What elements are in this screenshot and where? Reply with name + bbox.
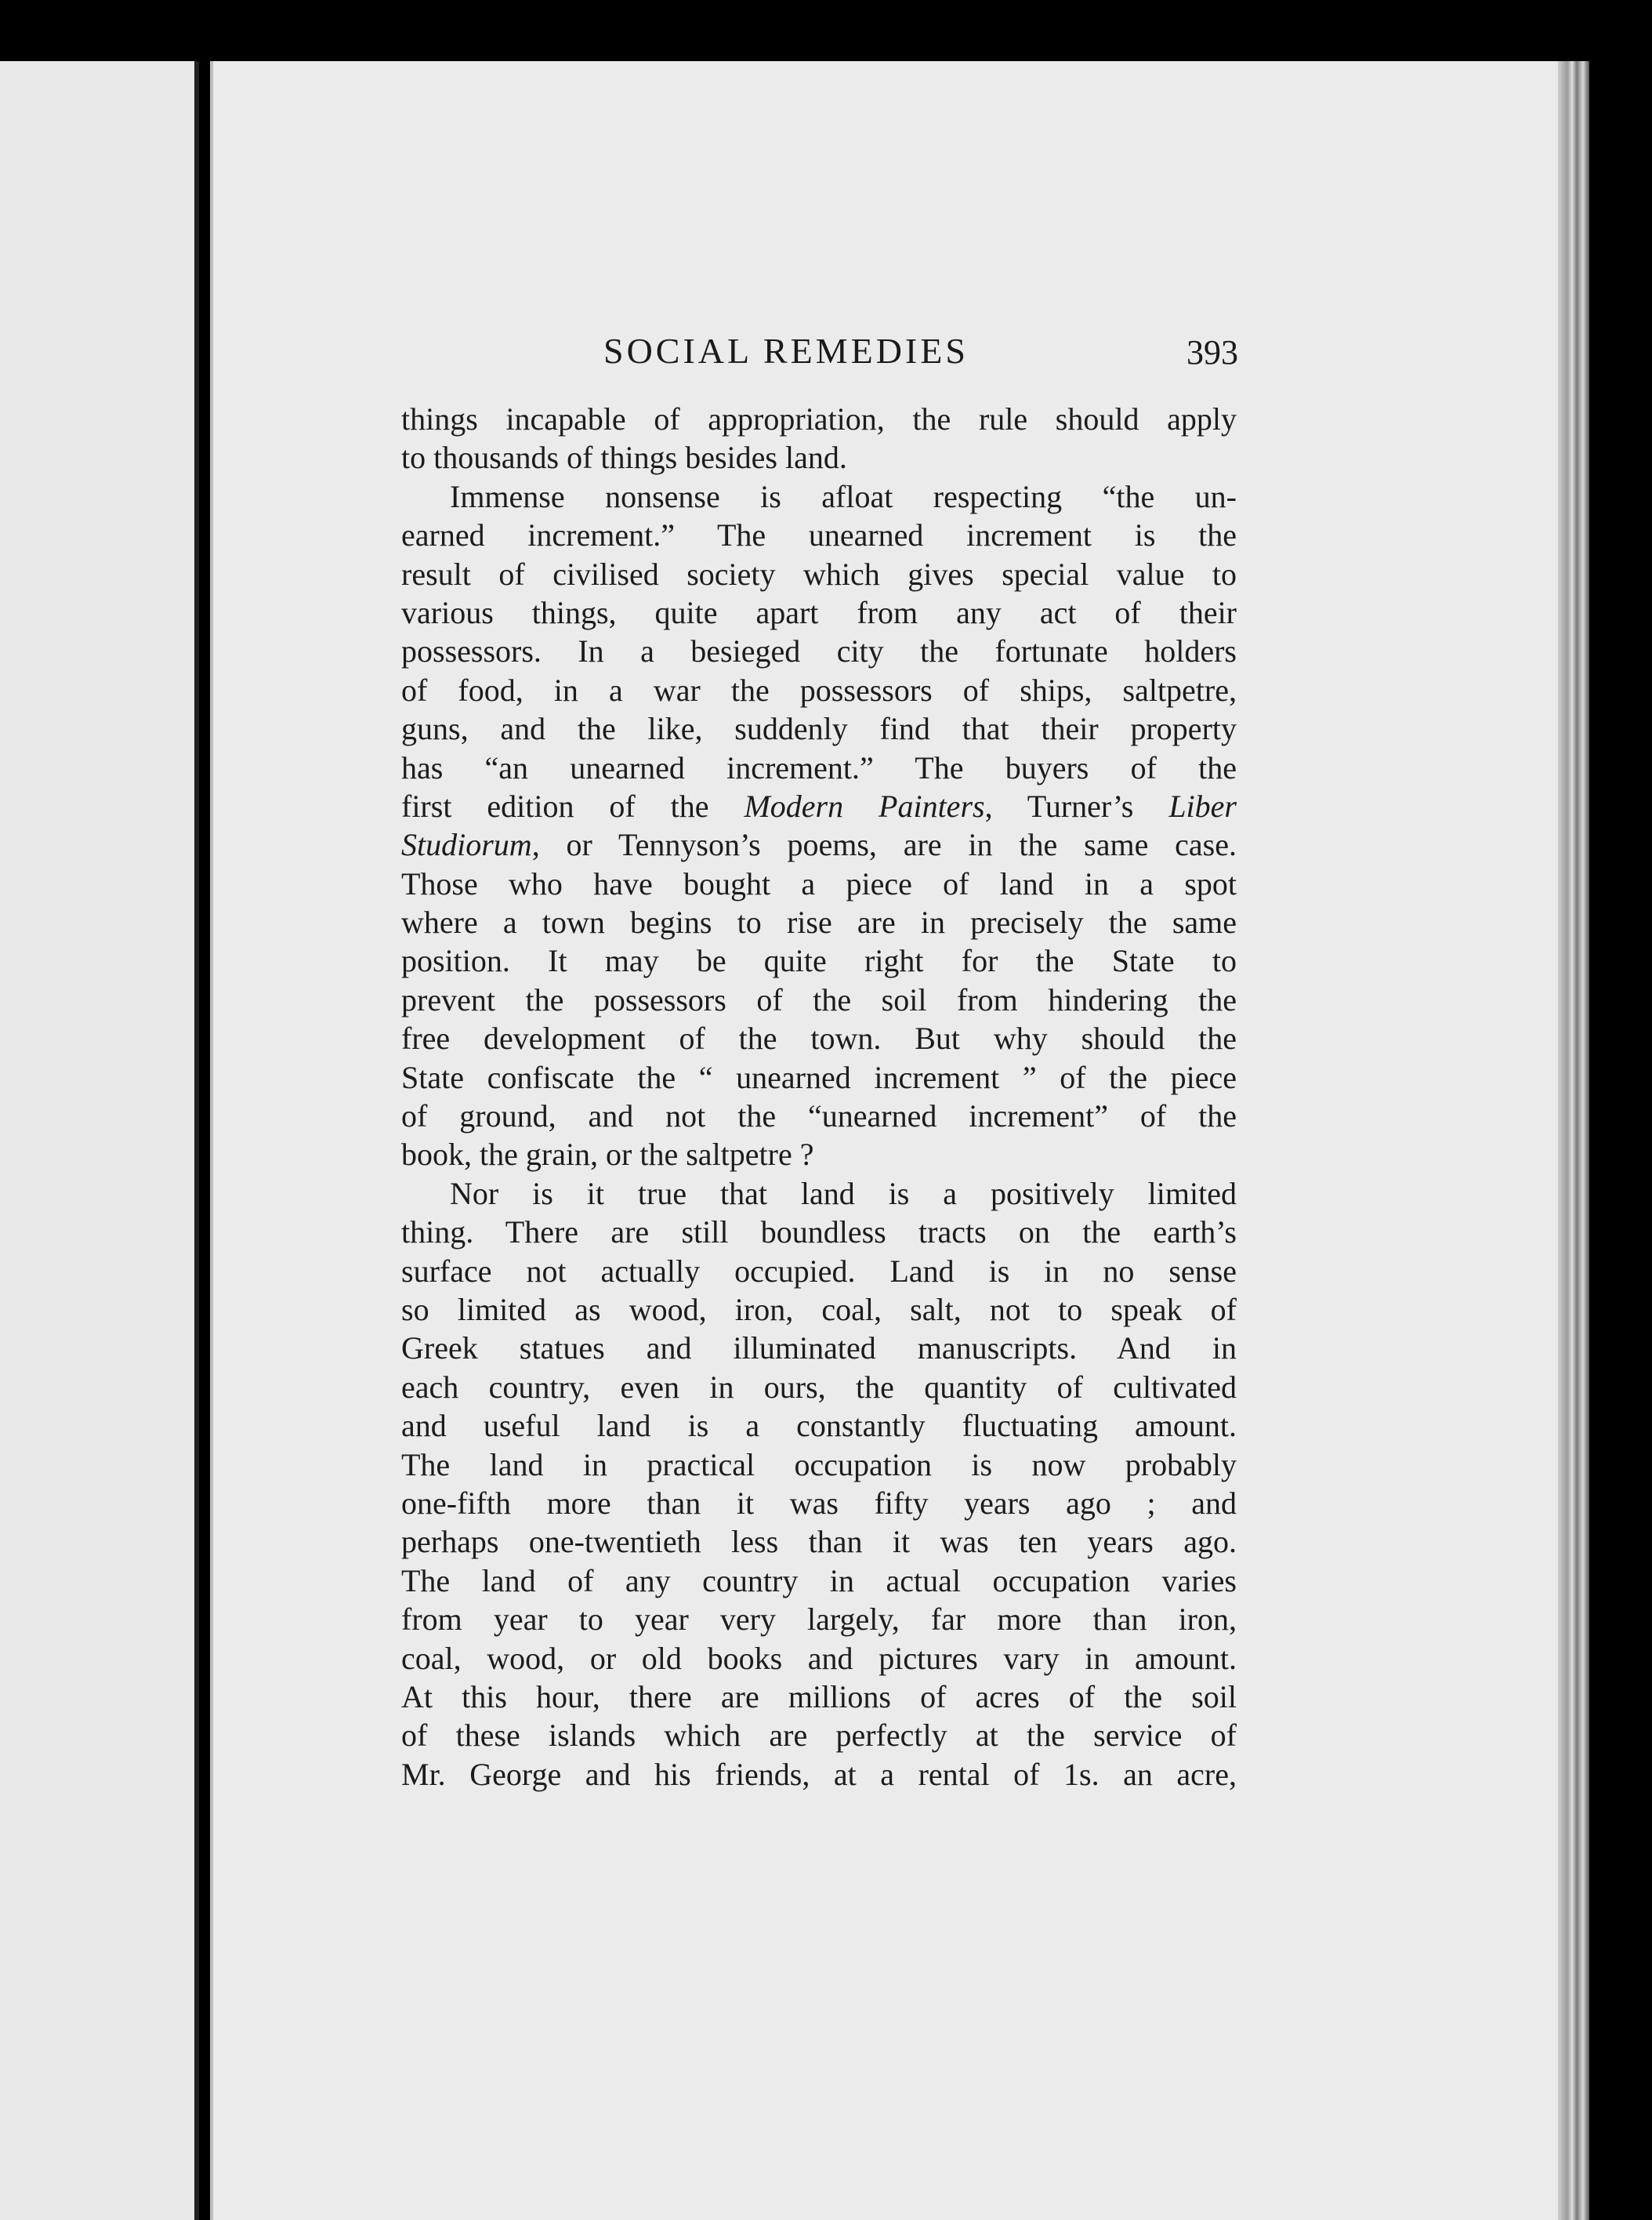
running-head: SOCIAL REMEDIES xyxy=(603,331,969,371)
text-line: surface not actually occupied. Land is in no sense xyxy=(401,1253,1237,1289)
text-line: position. It may be quite right for the State to xyxy=(401,943,1237,979)
scan-border xyxy=(1589,61,1652,2220)
text-line: coal, wood, or old books and pictures vary in amount. xyxy=(401,1640,1237,1676)
text-line: Mr. George and his friends, at a rental of 1s. an acre, xyxy=(401,1756,1237,1792)
text-line xyxy=(401,825,1237,864)
text-line: of food, in a war the possessors of ships, saltpetre, xyxy=(401,672,1237,708)
text-line: result of civilised society which gives special value to xyxy=(401,556,1237,592)
text-line: The land in practical occupation is now probably xyxy=(401,1446,1237,1482)
text-line: The land of any country in actual occupation varies xyxy=(401,1562,1237,1598)
text-line: Those who have bought a piece of land in a spot xyxy=(401,865,1237,901)
page-stack-edge xyxy=(1558,61,1589,2220)
text-line: thing. There are still boundless tracts on the earth’s xyxy=(401,1214,1237,1250)
body-text xyxy=(401,400,1237,1794)
text-line: book, the grain, or the saltpetre ? xyxy=(401,1137,814,1173)
text-span: , or Tennyson’s poems, are in the same case. xyxy=(531,827,1237,863)
text-line: Nor is it true that land is a positively limited xyxy=(450,1175,1237,1211)
text-line: of these islands which are perfectly at the service of xyxy=(401,1718,1237,1754)
page-number: 393 xyxy=(1186,333,1238,372)
text-line: guns, and the like, suddenly find that their property xyxy=(401,711,1237,747)
page-header xyxy=(393,328,1238,375)
text-line: possessors. In a besieged city the fortunate holders xyxy=(401,633,1237,669)
text-line: perhaps one-twentieth less than it was ten years ago. xyxy=(401,1524,1237,1560)
text-span: first edition of the xyxy=(401,788,744,824)
text-span: , Turner’s xyxy=(984,788,1169,824)
italic-title: Studiorum xyxy=(401,827,532,863)
text-line: so limited as wood, iron, coal, salt, not to speak of xyxy=(401,1291,1237,1327)
text-line: and useful land is a constantly fluctuating amount. xyxy=(401,1408,1237,1444)
previous-page-edge xyxy=(0,61,199,2220)
text-line: Greek statues and illuminated manuscripts. And in xyxy=(401,1330,1237,1366)
text-line: of ground, and not the “unearned increment” of the xyxy=(401,1098,1237,1134)
text-line: to thousands of things besides land. xyxy=(401,440,847,476)
text-line: things incapable of appropriation, the rule should apply xyxy=(401,401,1237,437)
text-line: free development of the town. But why should the xyxy=(401,1021,1237,1057)
text-line: from year to year very largely, far more than iron, xyxy=(401,1602,1237,1638)
italic-title: Liber xyxy=(1168,788,1237,824)
text-line: Immense nonsense is afloat respecting “the un- xyxy=(450,478,1237,514)
text-line: where a town begins to rise are in precisely the same xyxy=(401,905,1237,941)
text-line: each country, even in ours, the quantity of cultivated xyxy=(401,1369,1237,1405)
italic-title: Modern Painters xyxy=(744,788,985,824)
text-line: one-fifth more than it was fifty years ago ; and xyxy=(401,1485,1237,1521)
text-line: earned increment.” The unearned increment is the xyxy=(401,517,1237,553)
text-line: has “an unearned increment.” The buyers of the xyxy=(401,749,1237,785)
text-line xyxy=(401,787,1237,825)
text-line: At this hour, there are millions of acres of the soil xyxy=(401,1678,1237,1714)
text-line: prevent the possessors of the soil from hindering the xyxy=(401,981,1237,1018)
text-line: various things, quite apart from any act of their xyxy=(401,594,1237,630)
text-line: State confiscate the “ unearned increment ” of the piece xyxy=(401,1059,1237,1095)
